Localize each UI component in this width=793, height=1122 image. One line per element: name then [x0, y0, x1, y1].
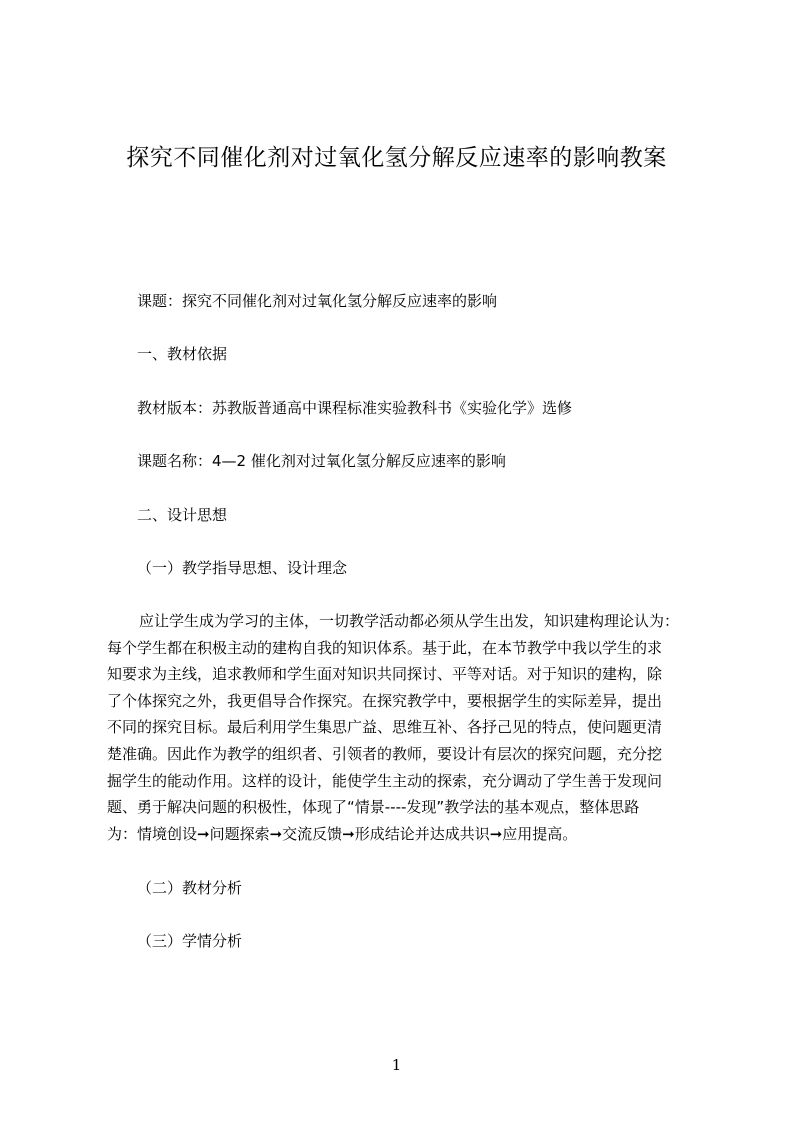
- paragraph-line: 应让学生成为学习的主体，一切教学活动都必须从学生出发，知识建构理论认为：: [139, 612, 680, 630]
- paragraph-line: 楚准确。因此作为教学的组织者、引领者的教师，要设计有层次的探究问题，充分挖: [107, 744, 663, 763]
- lesson-name: 课题名称：4—2 催化剂对过氧化氢分解反应速率的影响: [137, 452, 506, 470]
- paragraph-line: 为：情境创设➞问题探索➞交流反馈➞形成结论并达成共识➞应用提高。: [107, 824, 578, 843]
- paragraph-line: 掘学生的能动作用。这样的设计，能使学生主动的探索，充分调动了学生善于发现问: [107, 771, 663, 790]
- paragraph-line: 了个体探究之外，我更倡导合作探究。在探究教学中，要根据学生的实际差异，提出: [107, 691, 663, 710]
- philosophy-paragraph: [107, 608, 699, 847]
- paragraph-line: 题、勇于解决问题的积极性，体现了“情景----发现”教学法的基本观点，整体思路: [107, 798, 640, 817]
- section-heading-design: 二、设计思想: [137, 506, 228, 524]
- paragraph-line: 每个学生都在积极主动的建构自我的知识体系。基于此，在本节教学中我以学生的求: [107, 638, 663, 657]
- subsection-heading-student-analysis: （三）学情分析: [137, 932, 243, 950]
- textbook-version: 教材版本：苏教版普通高中课程标准实验教科书《实验化学》选修: [137, 399, 573, 417]
- lesson-topic: 课题：探究不同催化剂对过氧化氢分解反应速率的影响: [137, 292, 498, 310]
- document-title: 探究不同催化剂对过氧化氢分解反应速率的影响教案: [126, 145, 667, 171]
- paragraph-line: 知要求为主线，追求教师和学生面对知识共同探讨、平等对话。对于知识的建构，除: [107, 665, 663, 684]
- subsection-heading-philosophy: （一）教学指导思想、设计理念: [137, 559, 348, 577]
- page-number: 1: [391, 1056, 402, 1074]
- subsection-heading-textbook-analysis: （二）教材分析: [137, 879, 243, 897]
- section-heading-basis: 一、教材依据: [137, 345, 228, 363]
- paragraph-line: 不同的探究目标。最后利用学生集思广益、思维互补、各抒己见的特点，使问题更清: [107, 718, 663, 737]
